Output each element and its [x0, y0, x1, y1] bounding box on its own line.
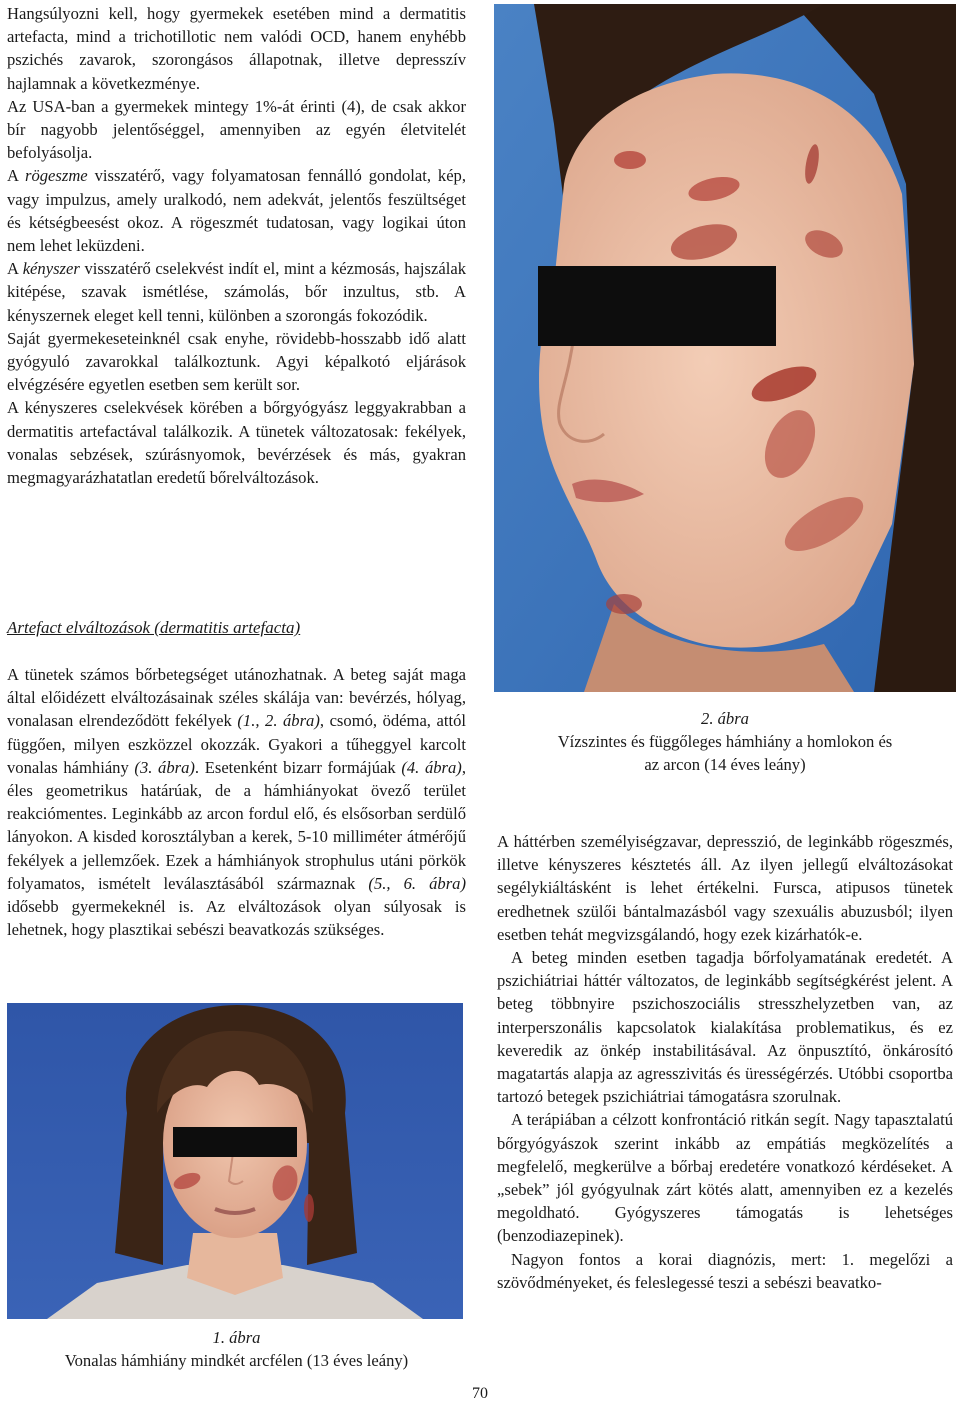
figure-reference: (3. ábra) [134, 757, 195, 777]
paragraph: Hangsúlyozni kell, hogy gyermekek esetében mind a dermatitis artefacta, mind a trichotillotic nem valódi OCD, hanem enyhébb pszichés zavarok, szorongásos állapotnak, illetve depresszív hajlamnak a következménye. [7, 4, 466, 93]
paragraph: A kényszeres cselekvések körében a bőrgyógyász leggyakrabban a dermatitis artefactával találkozik. A tünetek változatosak: fekélyek, vonalas sebzések, szúrásnyomok, bevérzések és más, gyakran megmagyarázhatatlan eredetű bőrelváltozások. [7, 398, 466, 488]
page-number: 70 [472, 1385, 488, 1402]
text-run: . Esetenként bizarr formájúak [194, 757, 402, 777]
figure-2-number: 2. ábra [701, 709, 749, 728]
paragraph: Az USA-ban a gyermekek mintegy 1%-át érinti (4), de csak akkor bír nagyobb jelentőséggel, amennyiben az egyén életvitelét befolyásolja. [7, 96, 466, 163]
figure-2-illustration [494, 4, 956, 692]
paragraph: Nagyon fontos a korai diagnózis, mert: 1. megelőzi a szövődményeket, és feleslegessé teszi a sebészi beavatko- [497, 1249, 953, 1292]
left-column-top-text [7, 2, 466, 489]
section-heading: Artefact elváltozások (dermatitis artefacta) [7, 618, 301, 637]
figure-1-photo [7, 1003, 463, 1319]
left-column-mid-text [7, 663, 466, 941]
figure-reference: (1., 2. ábra) [237, 711, 320, 731]
text-run: , csomó, ödéma, attól függően, milyen eszközzel okozzák. Gyakori a tűheggyel karcolt vonalas hámhiány [7, 711, 466, 777]
figure-1-caption [7, 1326, 466, 1372]
paragraph [7, 663, 466, 941]
text-run: A tünetek számos bőrbetegséget utánozhatnak. A beteg saját maga által előidézett elváltozásainak széles skálája van: bevérzés, hólyag, vonalasan elrendeződött fekélyek [7, 665, 466, 731]
figure-2-caption [497, 707, 953, 776]
figure-2-caption-line: Vízszintes és függőleges hámhiány a homlokon és [557, 732, 893, 751]
paragraph: A beteg minden esetben tagadja bőrfolyamatának eredetét. A pszichiátriai háttér változatos, de leginkább segítségkérést jelent. A beteg többnyire pszichoszociális stresszhelyzetben van, az interperszonális kapcsolatok kialakítása problematikus, és ez keveredik az önkép instabilitásával. Az önpusztító, önkárosító magatartás alapja az agresszivitás és ürességérzés. Utóbbi csoportba tartozó betegek pszichiátriai támogatásra szorulnak. [497, 948, 953, 1107]
text-run: visszatérő cselekvést indít el, mint a kézmosás, hajszálak kitépése, szavak ismétlése, számolás, bőr inzultus, stb. A kényszernek eleget kell tenni, különben a szorongás fokozódik. [7, 259, 466, 325]
figure-1-caption-text: Vonalas hámhiány mindkét arcfélen (13 éves leány) [64, 1351, 409, 1370]
text-run: A [7, 166, 25, 186]
paragraph [7, 164, 466, 257]
figure-reference: (5., 6. ábra) [368, 873, 466, 893]
term-rogeszme: rögeszme [24, 166, 88, 186]
text-run: idősebb gyermekeknél is. Az elváltozások olyan súlyosak is lehetnek, hogy plasztikai sebészi beavatkozás szükséges. [7, 897, 466, 940]
paragraph: Saját gyermekeseteinknél csak enyhe, rövidebb-hosszabb idő alatt gyógyuló zavarokkal találkoztunk. Agyi képalkotó eljárások elvégzésére egyetlen esetben sem került sor. [7, 328, 466, 395]
paragraph: A háttérben személyiségzavar, depresszió, de leginkább rögeszmés, illetve kényszeres késztetés áll. Az ilyen jellegű elváltozásokat segélykiáltásként is lehet értékelni. Fursca, atipusos tünetek eredhetnek szülői bántalmazásból vagy szexuális abuzusból; ilyen esetben tehát megvizsgálandó, hogy ezek kizárhatók-e. [497, 832, 953, 944]
text-run: visszatérő, vagy folyamatosan fennálló gondolat, kép, vagy impulzus, amely uralkodó, nem adekvát, jelentős feszültséget és kétségbeesést okoz. A rögeszmét tudatosan, vagy logikai úton nem lehet leküzdeni. [7, 166, 466, 256]
term-kenyszer: kényszer [22, 259, 80, 279]
figure-1-number: 1. ábra [212, 1328, 261, 1347]
figure-reference: (4. ábra) [401, 757, 462, 777]
paragraph [7, 257, 466, 327]
text-run: , éles geometrikus határúak, de a hámhiányokat övező terület reakciómentes. Leginkább az arcon fordul elő, és elsősorban serdülő lányokon. A kisded korosztályban a kerek, 5-10 milliméter átmérőjű fekélyek a jellemzőek. Ezek a hámhiányok strophulus utáni pörkök folyamatos, ismételt leválasztásából származnak [7, 757, 466, 893]
right-column-text [497, 830, 953, 1294]
figure-2-caption-line: az arcon (14 éves leány) [644, 755, 806, 774]
paragraph: A terápiában a célzott konfrontáció ritkán segít. Nagy tapasztalatú bőrgyógyászok szerint inkább az empátiás megközelítés a megfelelő, megkerülve a bőrbaj eredetére vonatkozó kérdéseket. A „sebek” jól gyógyulnak zárt kötés alatt, amennyiben ez a kezelés megoldható. Gyógyszeres támogatás is lehetséges (benzodiazepinek). [497, 1110, 953, 1246]
figure-1-illustration [7, 1003, 463, 1319]
figure-2-photo [494, 4, 956, 692]
text-run: A [7, 259, 23, 279]
